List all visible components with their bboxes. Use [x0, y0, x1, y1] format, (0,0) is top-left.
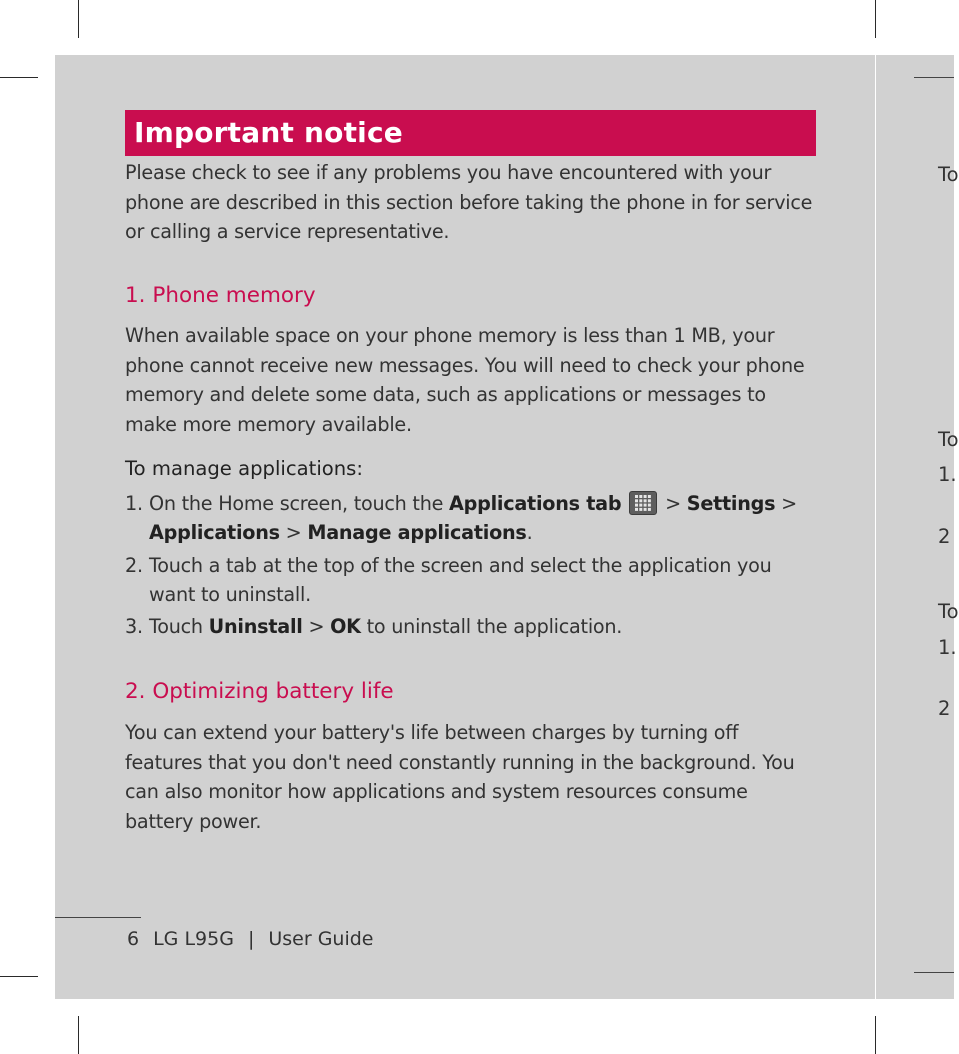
crop-mark — [78, 0, 79, 38]
next-page-fragment: 2 — [938, 525, 951, 548]
next-page-fragment: To — [938, 428, 959, 451]
battery-paragraph: You can extend your battery's life between charges by turning off features that you don't need constantly running in the background. You can also monitor how applications and system resources consume battery power. — [125, 721, 795, 833]
section-heading-battery: 2. Optimizing battery life — [125, 679, 394, 704]
crop-mark — [78, 1016, 79, 1054]
product-name: LG L95G — [153, 928, 234, 950]
step-text: On the Home screen, touch the Applications tab > Settings > Applications > Manage applications. — [149, 492, 798, 544]
subheading-manage-applications: To manage applications: — [125, 457, 363, 480]
crop-mark — [875, 1016, 876, 1054]
next-page-fragment: 1. — [938, 636, 957, 659]
page-footer — [127, 928, 387, 950]
step-number: 2. — [125, 554, 143, 577]
phone-memory-paragraph: When available space on your phone memory is less than 1 MB, your phone cannot receive new messages. You will need to check your phone memory and delete some data, such as applications or messages to make more memory available. — [125, 324, 805, 436]
apps-grid-icon — [629, 491, 657, 515]
step-text: Touch a tab at the top of the screen and select the application you want to uninstall. — [149, 554, 772, 606]
intro-paragraph: Please check to see if any problems you have encountered with your phone are described in this section before taking the phone in for service or calling a service representative. — [125, 161, 813, 243]
footer-rule — [55, 917, 141, 918]
section-heading-phone-memory: 1. Phone memory — [125, 283, 316, 308]
ui-ref-ok: OK — [330, 615, 361, 638]
next-page-fragment: To — [938, 600, 959, 623]
next-page-fragment: To — [938, 163, 959, 186]
ui-ref-manage-applications: Manage applications — [307, 520, 527, 544]
crop-mark — [0, 976, 38, 977]
ui-ref-applications: Applications — [149, 520, 280, 544]
guide-name: User Guide — [268, 928, 374, 950]
next-page-fragment: 2 — [938, 697, 951, 720]
ui-ref-applications-tab: Applications tab — [449, 492, 622, 515]
next-page-rule — [914, 972, 954, 973]
step-3 — [125, 613, 815, 642]
step-number: 1. — [125, 492, 143, 515]
step-number: 3. — [125, 615, 143, 638]
title-banner — [125, 110, 816, 156]
page-number: 6 — [127, 928, 140, 950]
next-page-rule — [914, 77, 954, 78]
footer-separator: | — [247, 928, 255, 950]
crop-mark — [0, 77, 38, 78]
ui-ref-settings: Settings — [686, 492, 776, 515]
crop-mark — [875, 0, 876, 38]
step-1 — [125, 490, 815, 547]
page-title: Important notice — [134, 116, 403, 149]
step-2 — [125, 552, 815, 609]
ui-ref-uninstall: Uninstall — [208, 615, 303, 638]
step-text: Touch Uninstall > OK to uninstall the application. — [149, 615, 623, 638]
next-page-fragment: 1. — [938, 463, 957, 486]
